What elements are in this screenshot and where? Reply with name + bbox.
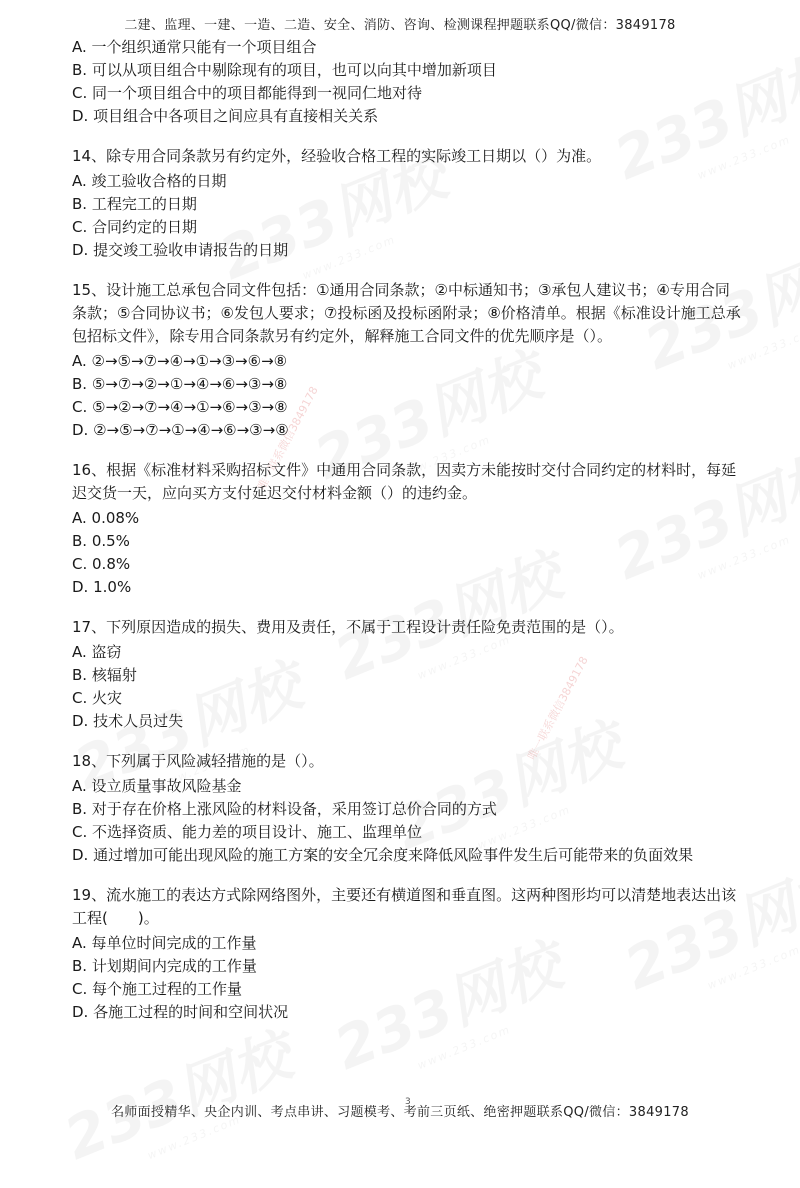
option-c: C. 不选择资质、能力差的项目设计、施工、监理单位 [72,823,423,841]
page-footer: 名师面授精华、央企内训、考点串讲、习题模考、考前三页纸、绝密押题联系QQ/微信：3849178 [111,1105,689,1120]
option-b: B. ⑤→⑦→②→①→④→⑥→③→⑧ [72,375,288,393]
option-a: A. ②→⑤→⑦→④→①→③→⑥→⑧ [72,352,288,370]
option-c: C. 火灾 [72,689,123,707]
option-a: A. 0.08% [72,509,140,527]
option-b: B. 计划期间内完成的工作量 [72,957,257,975]
option-d: D. 技术人员过失 [72,712,184,730]
question-stem: 15、设计施工总承包合同文件包括：①通用合同条款；②中标通知书；③承包人建议书；④专用合同条款；⑤合同协议书；⑥发包人要求；⑦投标函及投标函附录；⑧价格清单。根据《标准设计施工总承包招标文件》，除专用合同条款另有约定外，解释施工合同文件的优先顺序是（）。 [72,281,741,345]
question-19 [72,884,744,1024]
option-a: A. 设立质量事故风险基金 [72,777,242,795]
option-b: B. 0.5% [72,532,130,550]
option-c: C. 同一个项目组合中的项目都能得到一视同仁地对待 [72,84,423,102]
option-d: D. 项目组合中各项目之间应具有直接相关关系 [72,107,379,125]
option-d: D. 1.0% [72,578,132,596]
page-header: 二建、监理、一建、一造、二造、安全、消防、咨询、检测课程押题联系QQ/微信：3849178 [124,18,676,33]
option-d: D. 通过增加可能出现风险的施工方案的安全冗余度来降低风险事件发生后可能带来的负面效果 [72,846,694,864]
option-a: A. 一个组织通常只能有一个项目组合 [72,38,317,56]
previous-question-options [72,36,744,128]
page-number: 3 [405,1097,411,1107]
watermark-contact: 唯一联系微信3849178 [255,384,321,493]
document-body [72,36,744,1024]
option-a: A. 每单位时间完成的工作量 [72,934,257,952]
question-stem: 17、下列原因造成的损失、费用及责任，不属于工程设计责任险免责范围的是（）。 [72,618,624,636]
option-d: D. ②→⑤→⑦→①→④→⑥→③→⑧ [72,421,289,439]
option-c: C. ⑤→②→⑦→④→①→⑥→③→⑧ [72,398,288,416]
question-16 [72,459,744,599]
question-18 [72,750,744,867]
question-stem: 19、流水施工的表达方式除网络图外，主要还有横道图和垂直图。这两种图形均可以清楚地表达出该工程( )。 [72,886,737,927]
option-b: B. 工程完工的日期 [72,195,197,213]
question-15 [72,279,744,442]
question-stem: 14、除专用合同条款另有约定外，经验收合格工程的实际竣工日期以（）为准。 [72,147,602,165]
watermark-logo [50,1009,306,1188]
question-14 [72,145,744,262]
option-c: C. 0.8% [72,555,131,573]
question-17 [72,616,744,733]
option-b: B. 对于存在价格上涨风险的材料设备，采用签订总价合同的方式 [72,800,497,818]
option-b: B. 核辐射 [72,666,137,684]
option-b: B. 可以从项目组合中剔除现有的项目，也可以向其中增加新项目 [72,61,497,79]
option-a: A. 竣工验收合格的日期 [72,172,227,190]
option-c: C. 合同约定的日期 [72,218,198,236]
option-d: D. 各施工过程的时间和空间状况 [72,1003,289,1021]
option-a: A. 盗窃 [72,643,122,661]
option-d: D. 提交竣工验收申请报告的日期 [72,241,289,259]
question-stem: 16、根据《标准材料采购招标文件》中通用合同条款，因卖方未能按时交付合同约定的材料时，每延迟交货一天，应向买方支付延迟交付材料金额（）的违约金。 [72,461,737,502]
option-c: C. 每个施工过程的工作量 [72,980,243,998]
watermark-contact: 唯一联系微信3849178 [525,654,591,763]
question-stem: 18、下列属于风险减轻措施的是（）。 [72,752,324,770]
